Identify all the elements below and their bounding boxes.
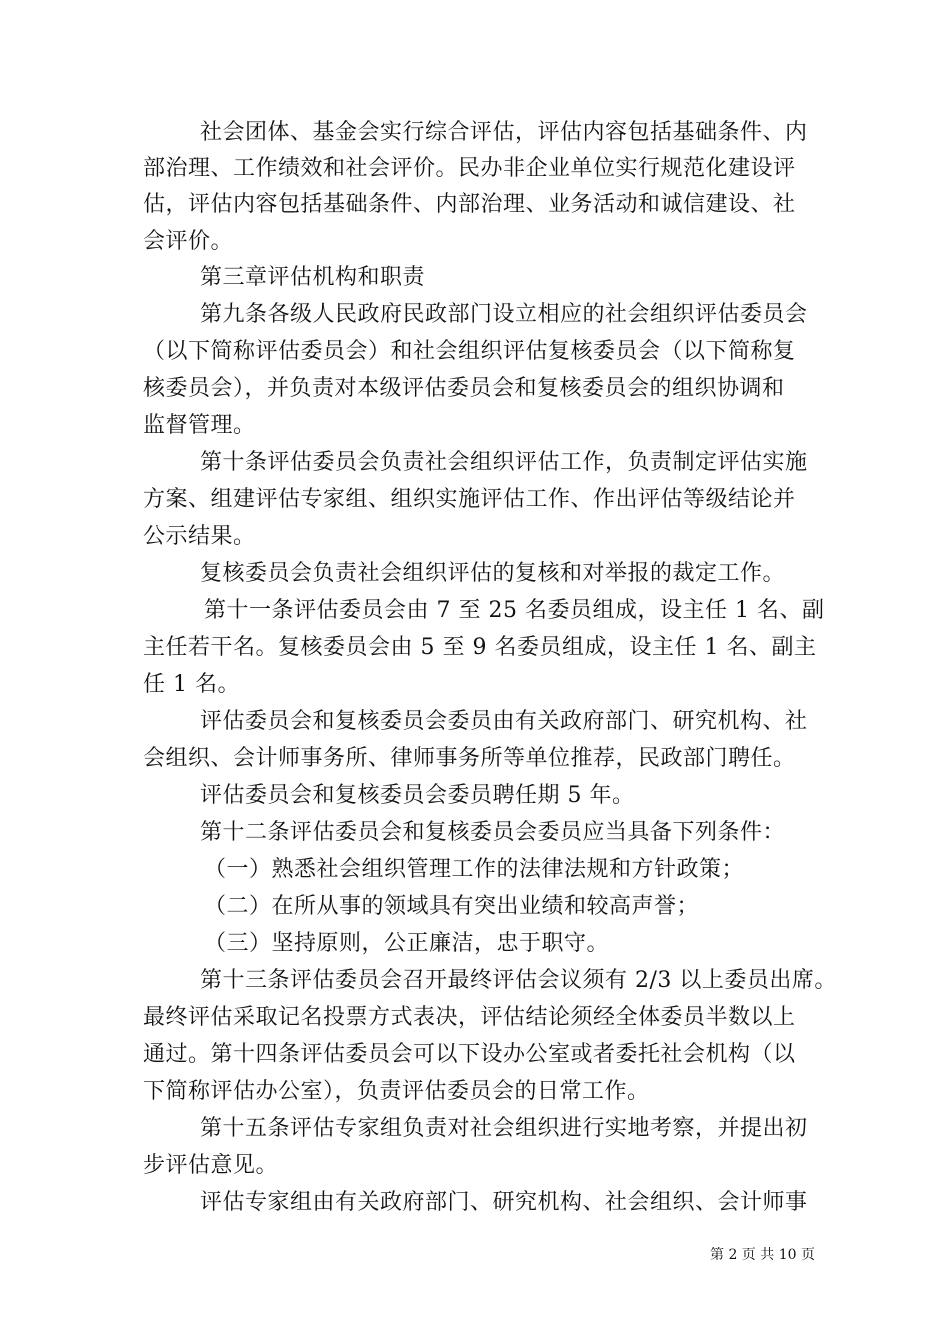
text-line: （以下简称评估委员会）和社会组织评估复核委员会（以下简称复 [143,339,796,364]
list-item: （二）在所从事的领域具有突出业绩和较高声誉； [204,894,700,919]
text-line: 部治理、工作绩效和社会评价。民办非企业单位实行规范化建设评 [143,156,796,181]
text-line: 会评价。 [143,229,234,254]
text-line: 通过。第十四条评估委员会可以下设办公室或者委托社会机构（以 [143,1042,796,1067]
text-line: 下简称评估办公室），负责评估委员会的日常工作。 [143,1079,650,1104]
text-line: 第十条评估委员会负责社会组织评估工作，负责制定评估实施 [200,450,808,475]
page-number: 第 2 页 共 10 页 [710,1247,815,1263]
text-line: 评估专家组由有关政府部门、研究机构、社会组织、会计师事 [200,1190,808,1215]
text-line: 第十五条评估专家组负责对社会组织进行实地考察，并提出初 [200,1116,808,1141]
text-line: 第九条各级人民政府民政部门设立相应的社会组织评估委员会 [200,302,808,327]
text-line: 评估委员会和复核委员会委员聘任期 5 年。 [200,783,635,808]
text-line: 估，评估内容包括基础条件、内部治理、业务活动和诚信建设、社 [143,192,796,217]
text-line: 社会团体、基金会实行综合评估，评估内容包括基础条件、内 [200,120,808,145]
text-line: 监督管理。 [143,413,256,438]
text-line: 评估委员会和复核委员会委员由有关政府部门、研究机构、社 [200,709,808,734]
text-line: 主任若干名。复核委员会由 5 至 9 名委员组成，设主任 1 名、副主 [143,635,817,660]
text-line: 会组织、会计师事务所、律师事务所等单位推荐，民政部门聘任。 [143,746,796,771]
chapter-heading: 第三章评估机构和职责 [200,265,426,290]
text-line: 步评估意见。 [143,1153,279,1178]
text-line: 第十一条评估委员会由 7 至 25 名委员组成，设主任 1 名、副 [204,598,825,623]
text-line: 复核委员会负责社会组织评估的复核和对举报的裁定工作。 [200,561,786,586]
text-line: 核委员会），并负责对本级评估委员会和复核委员会的组织协调和 [143,376,785,401]
text-line: 最终评估采取记名投票方式表决，评估结论须经全体委员半数以上 [143,1005,796,1030]
text-line: 第十三条评估委员会召开最终评估会议须有 2/3 以上委员出席。 [200,968,837,993]
text-line: 第十二条评估委员会和复核委员会委员应当具备下列条件： [200,820,786,845]
text-line: 公示结果。 [143,524,256,549]
list-item: （三）坚持原则，公正廉洁，忠于职守。 [204,931,610,956]
list-item: （一）熟悉社会组织管理工作的法律法规和方针政策； [204,857,745,882]
text-line: 任 1 名。 [143,672,240,697]
text-line: 方案、组建评估专家组、组织实施评估工作、作出评估等级结论并 [143,487,796,512]
